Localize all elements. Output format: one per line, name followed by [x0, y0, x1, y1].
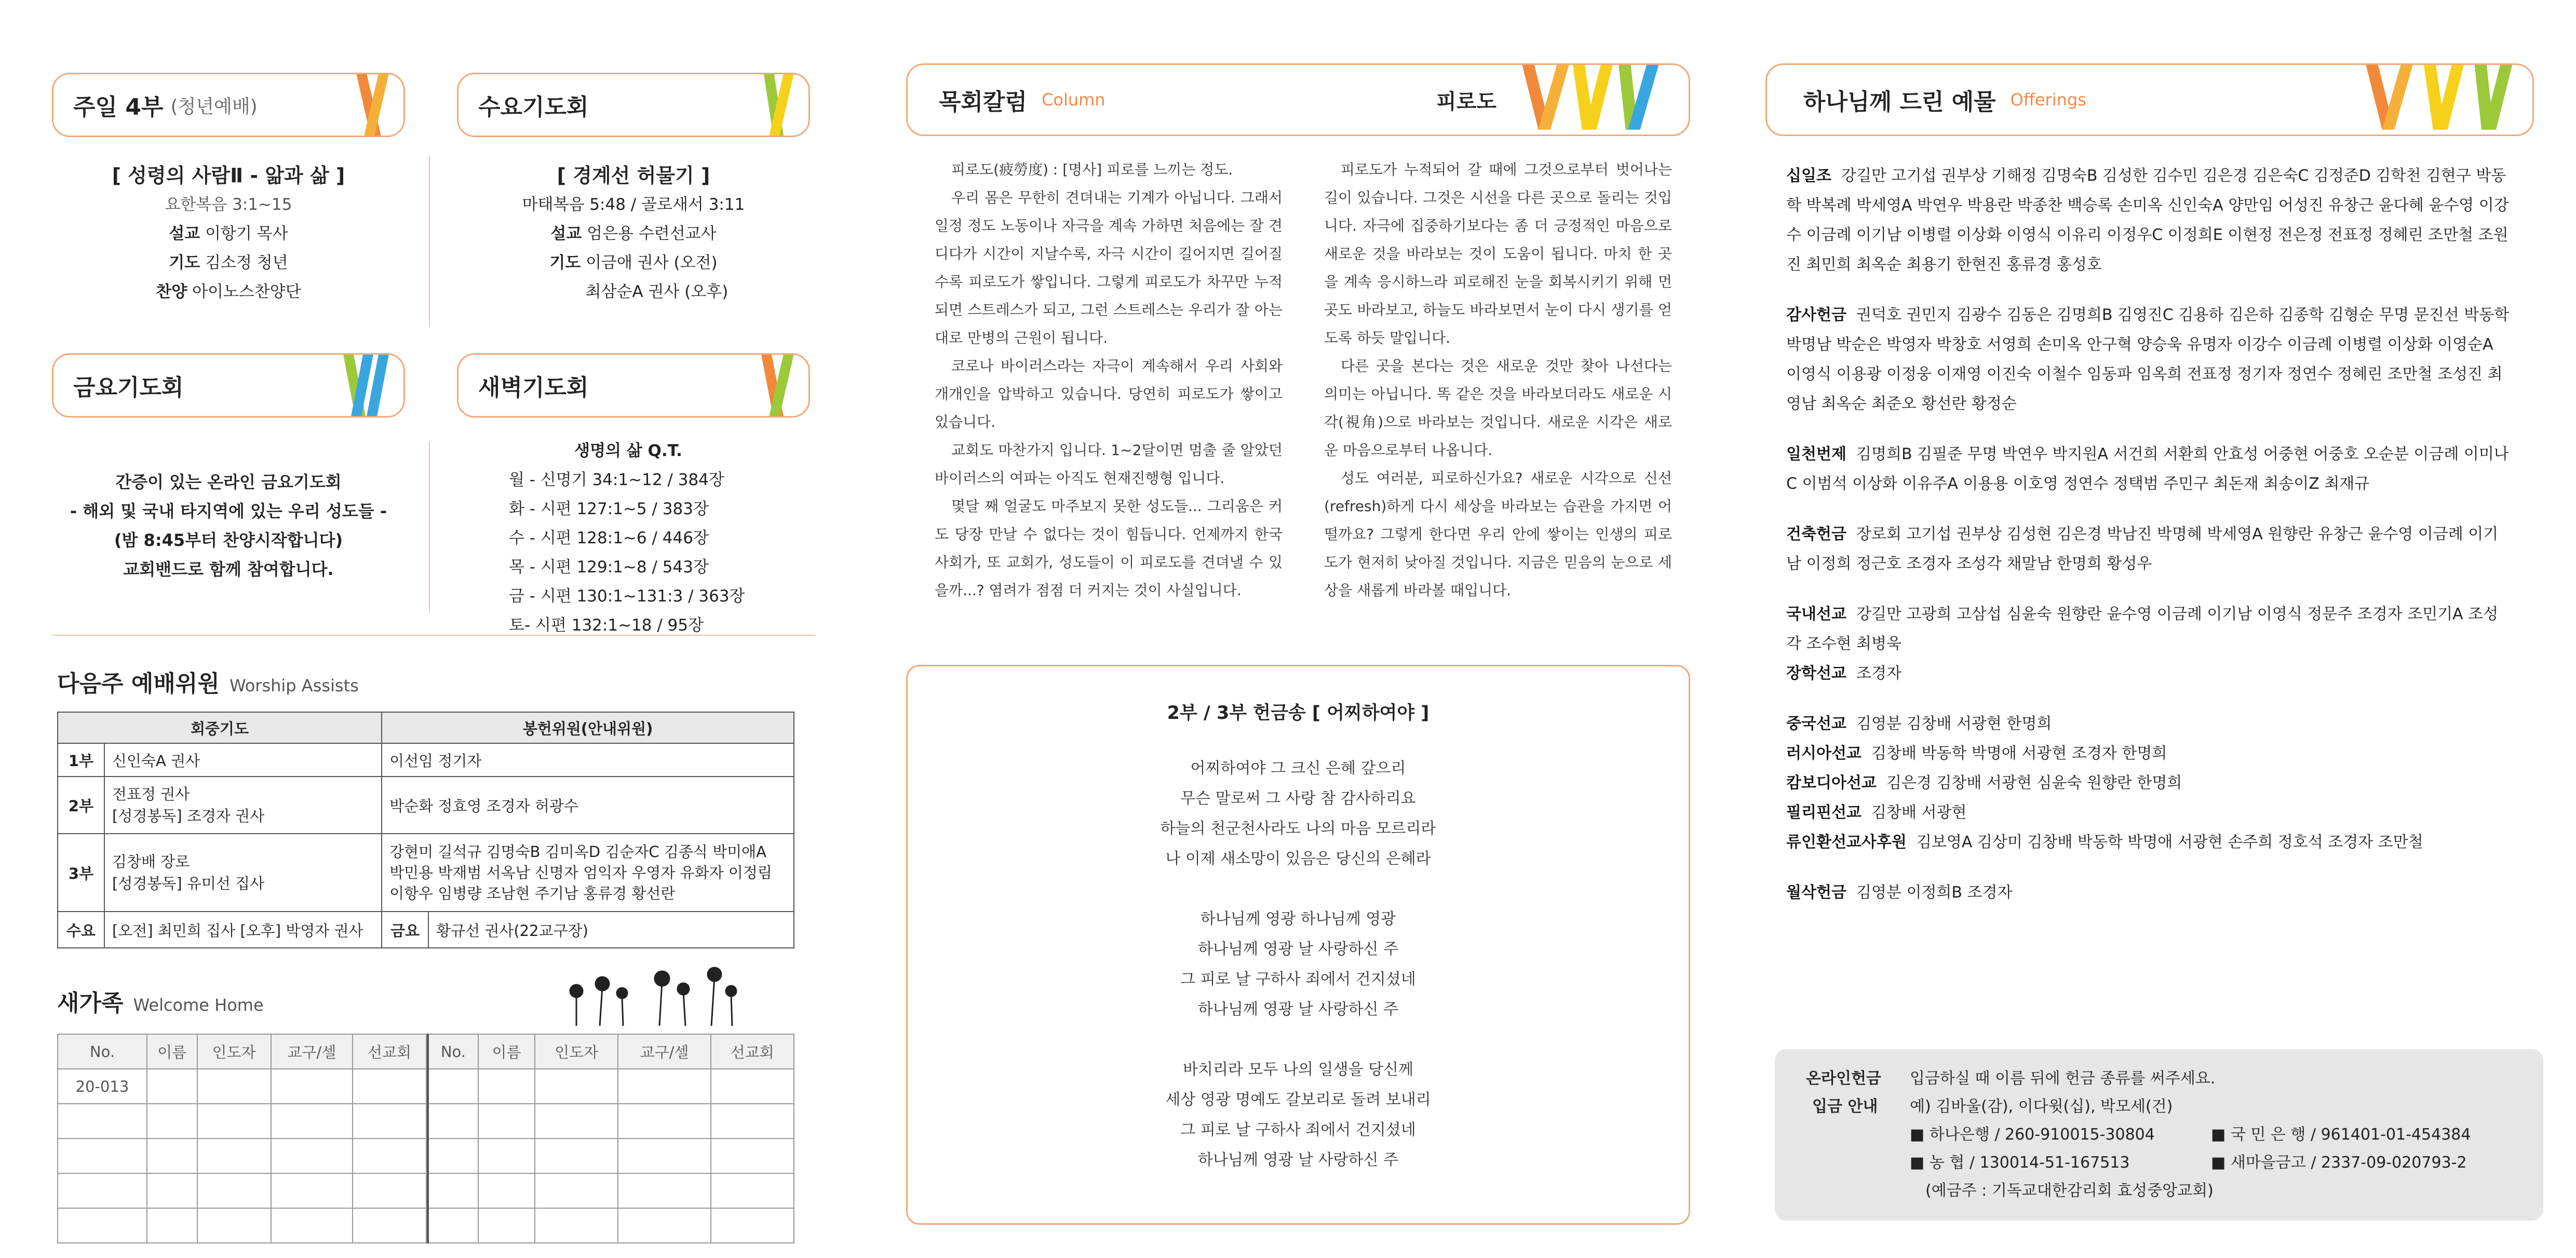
newcomers-tables [57, 1034, 794, 1243]
sunday-row: 기도 김소정 청년 [169, 253, 288, 272]
divider [52, 635, 815, 636]
newcomers-heading: 새가족 Welcome Home [57, 990, 264, 1016]
offering-group: 장학선교 조경자 [1786, 664, 1901, 682]
column-left: 피로도(疲勞度) : [명사] 피로를 느끼는 정도. 우리 몸은 무한히 견뎌내는 기계가 아닙니다. 그래서 일정 정도 노동이나 자극을 계속 가하면 처음에는 잘 견디다가 시간이 지날수록, 자극 시간이 길어지면 길어질수록 피로도가 쌓입니다. 그렇게 피로도가 차꾸만 누적되면 스트레스가 되고, 그런 스트레스는 우리가 잘 아는대로 만병의 근원이 됩니다. 코로나 바이러스라는 자극이 계속해서 우리 사회와 개개인을 압박하고 있습니다. 당연히 피로도가 쌓이고 있습니다. 교회도 마찬가지 입니다. 1~2달이면 멈출 줄 알았던 바이러스의 여파는 아직도 현재진행형 입니다. 몇달 째 얼굴도 마주보지 못한 성도들... 그리움은 커도 당장 만날 수 없다는 것이 힘듭니다. 언제까지 한국사회가, 또 교회가, 성도들이 이 피로도를 견뎌낼 수 있을까...? 염려가 점점 더 커지는 것이 사실입니다. [935, 161, 1283, 599]
column-header [906, 63, 1690, 136]
offerings-subtitle: Offerings [2010, 90, 2086, 110]
dawn-info: 생명의 삶 Q.T. 월 - 신명기 34:1~12 / 384장 화 - 시편 127:1~5 / 383장 수 - 시편 128:1~6 / 446장 목 - 시편 129:1~8 / 543장 금 - 시편 130:1~131:3 / 363장 토- 시편 132:1~18 / 95장 [509, 441, 745, 635]
hymn-title: 2부 / 3부 헌금송 [ 어찌하여야 ] [1167, 703, 1429, 724]
wednesday-row: 기도 이금애 권사 (오전) [549, 253, 718, 272]
sunday-sermon-title: [ 성령의 사람Ⅱ - 앎과 삶 ] [112, 164, 345, 187]
friday-header [52, 353, 405, 418]
hymn-box [906, 665, 1690, 1225]
column-subtitle: Column [1042, 90, 1105, 110]
offering-group: 필리핀선교 김창배 서광현 [1786, 804, 1967, 822]
online-offering-box [1775, 1049, 2543, 1221]
friday-info: 간증이 있는 온라인 금요기도회 - 해외 및 국내 타지역에 있는 우리 성도들 - (밤 8:45부터 찬양시작합니다) 교회밴드로 함께 참여합니다. [70, 472, 387, 579]
online-details: 입금하실 때 이름 뒤에 헌금 종류를 써주세요. 예) 김바울(감), 이다윗(십), 박모세(건) ■ 하나은행 / 260-910015-30804 ■ 국 민 은 행 / 961401-01-454384 ■ 농 협 / 130014-51-167513 ■ 새마을금고 / 2337-09-020793-2 (예금주 : 기독교대한감리회 효성중앙교회) [1910, 1069, 2471, 1200]
assists-table: 회중기도 봉헌위원(안내위원) 1부 신인숙A 권사 이선임 정기자 2부 전표정 권사 [성경봉독] 조경자 권사 박순화 정효영 조경자 허광수 3부 김창배 장로 [성경봉독] 유미선 집사 강현미 길석규 김명숙B 김미옥D 김순자C 김종식 박미애A 박민용 박재범 서옥남 신명자 엄익자 우영자 유화자 이정림 이항우 임병량 조남현 주기남 홍류경 황선란 수요 [오전] 최민희 집사 [오후] 박영자 권사 금요 황규선 권사(22교구장) [57, 712, 794, 948]
wednesday-service [457, 161, 810, 306]
offering-group: 중국선교 김영분 김창배 서광현 한명희 [1786, 715, 2052, 733]
offering-group: 러시아선교 김창배 박동학 박명애 서광현 조경자 한명희 [1786, 744, 2167, 762]
offerings-list [1786, 161, 2513, 907]
hymn-lyrics: 어찌하여야 그 크신 은혜 갚으리 무슨 말로써 그 사랑 참 감사하리요 하늘의 천군천사라도 나의 마음 모르리라 나 이제 새소망이 있음은 당신의 은혜라 하나님께 영광 하나님께 영광 하나님께 영광 날 사랑하신 주 그 피로 날 구하사 죄에서 건지셨네 하나님께 영광 날 사랑하신 주 바치리라 모두 나의 일생을 당신께 세상 영광 명예도 갈보리로 돌려 보내리 그 피로 날 구하사 죄에서 건지셨네 하나님께 영광 날 사랑하신 주 [1160, 759, 1436, 1169]
sunday-header [52, 73, 405, 137]
divider [429, 441, 430, 613]
offering-group: 국내선교 강길만 고광희 고삼섭 심윤숙 원향란 윤수영 이금례 이기남 이영식 정문주 조경자 조민기A 조성각 조수현 최병욱 [1786, 605, 2499, 653]
offering-group: 감사헌금 권덕호 권민지 김광수 김동은 김명희B 김영진C 김용하 김은하 김종학 김형순 무명 문진선 박동학 박명남 박순은 박영자 박창호 서영희 손미옥 안구혁 양승욱 유명자 이강수 이금례 이병렬 이상화 이영순A 이영식 이용광 이정웅 이재영 이진숙 이철수 임동파 임옥희 전표정 정기자 정연수 정혜린 조만철 조성진 최영남 최옥순 최준오 황선란 황정순 [1786, 306, 2510, 413]
column-heading: 피로도 [1436, 89, 1496, 114]
column-right: 피로도가 누적되어 갈 때에 그것으로부터 벗어나는 길이 있습니다. 그것은 시선을 다른 곳으로 돌리는 것입니다. 자극에 집중하기보다는 좀 더 긍정적인 마음으로 새로운 것을 바라보는 것이 도움이 됩니다. 마치 한 곳을 계속 응시하느라 피로해진 눈을 회복시키기 위해 먼 곳도 바라보고, 하늘도 바라보면서 눈이 다시 생기를 얻도록 하듯 말입니다. 다른 곳을 본다는 것은 새로운 것만 찾아 나선다는 의미는 아닙니다. 똑 같은 것을 바라보더라도 새로운 시각(視角)으로 바라보는 것입니다. 새로운 시각은 새로운 마음으로부터 나옵니다. 성도 여러분, 피로하신가요? 새로운 시각으로 신선(refresh)하게 다시 세상을 바라보는 습관을 가지면 어떨까요? 그렇게 한다면 우리 안에 쌓이는 인생의 피로도가 현저히 낮아질 것입니다. 지금은 믿음의 눈으로 세상을 새롭게 바라볼 때입니다. [1324, 161, 1672, 599]
stripe-logo-icon [756, 353, 797, 418]
wednesday-row: 설교 엄은용 수련선교사 [550, 224, 717, 243]
stripe-logo-icon [350, 73, 392, 137]
wednesday-header [457, 73, 810, 137]
wednesday-row: 최삼순A 권사 (오후) [585, 283, 729, 301]
offering-group: 건축헌금 장로회 고기섭 권부상 김성현 김은경 박남진 박명혜 박세영A 원향란 유창근 윤수영 이금례 이기남 이정희 정근호 조경자 조성각 채말남 한명희 황성우 [1786, 525, 2499, 573]
sunday-subtitle: (청년예배) [170, 96, 258, 117]
dawn-header [457, 353, 810, 418]
offering-group: 십일조 강길만 고기섭 권부상 기해정 김명숙B 김성한 김수민 김은경 김은숙C 김정준D 김학천 김현구 박동학 박복례 박세영A 박연우 박용란 박종찬 백승록 손미옥 신인숙A 양만임 어성진 유창근 윤다혜 윤수영 이강수 이금례 이기남 이병렬 이상화 이영식 이유리 이정우C 이정희E 이현정 전은정 전표정 정혜린 조만철 조원진 최민희 최옥순 최용기 한현진 홍류경 홍성호 [1786, 167, 2509, 274]
friday-title: 금요기도회 [73, 374, 184, 401]
wednesday-sermon-title: [ 경계선 허물기 ] [557, 164, 710, 187]
offering-group: 월삭헌금 김영분 이정희B 조경자 [1786, 884, 2013, 902]
offering-group: 류인환선교사후원 김보영A 김상미 김창배 박동학 박명애 서광현 손주희 정호석 조경자 조만철 [1786, 833, 2423, 851]
offerings-title: 하나님께 드린 예물 [1803, 89, 1996, 115]
stripe-logo-icon [2355, 63, 2521, 135]
offering-group: 캄보디아선교 김은경 김창배 서광현 심윤숙 원향란 한명희 [1786, 774, 2182, 792]
column-title: 목회칼럼 [939, 89, 1028, 115]
sunday-service [52, 161, 405, 306]
divider [429, 156, 430, 327]
offerings-header [1765, 63, 2534, 136]
flowers-illustration-icon [561, 966, 748, 1028]
newcomers-table-right: No. 이름 인도자 교구/셀 선교회 [427, 1034, 794, 1243]
sunday-title: 주일 4부 [73, 94, 164, 121]
wednesday-title: 수요기도회 [478, 94, 589, 121]
stripe-logo-icon [1511, 63, 1677, 135]
stripe-logo-icon [335, 353, 392, 418]
stripe-logo-icon [756, 73, 797, 137]
online-label: 온라인헌금 입금 안내 [1806, 1069, 1881, 1116]
sunday-scripture: 요한복음 3:1~15 [165, 195, 292, 214]
sunday-row: 찬양 아이노스찬양단 [156, 283, 301, 301]
newcomers-table-left: No. 이름 인도자 교구/셀 선교회 20-013 [57, 1034, 427, 1243]
wednesday-scripture: 마태복음 5:48 / 골로새서 3:11 [522, 195, 745, 214]
dawn-title: 새벽기도회 [478, 374, 589, 401]
offering-group: 일천번제 김명희B 김필준 무명 박연우 박지원A 서건희 서환희 안효성 어중현 어중호 오순분 이금례 이미나C 이범석 이상화 이유주A 이용용 이호영 정연수 정택범 주민구 최돈재 최송이Z 최재규 [1786, 445, 2509, 493]
assists-heading: 다음주 예배위원 Worship Assists [57, 671, 359, 697]
sunday-row: 설교 이항기 목사 [169, 224, 288, 243]
